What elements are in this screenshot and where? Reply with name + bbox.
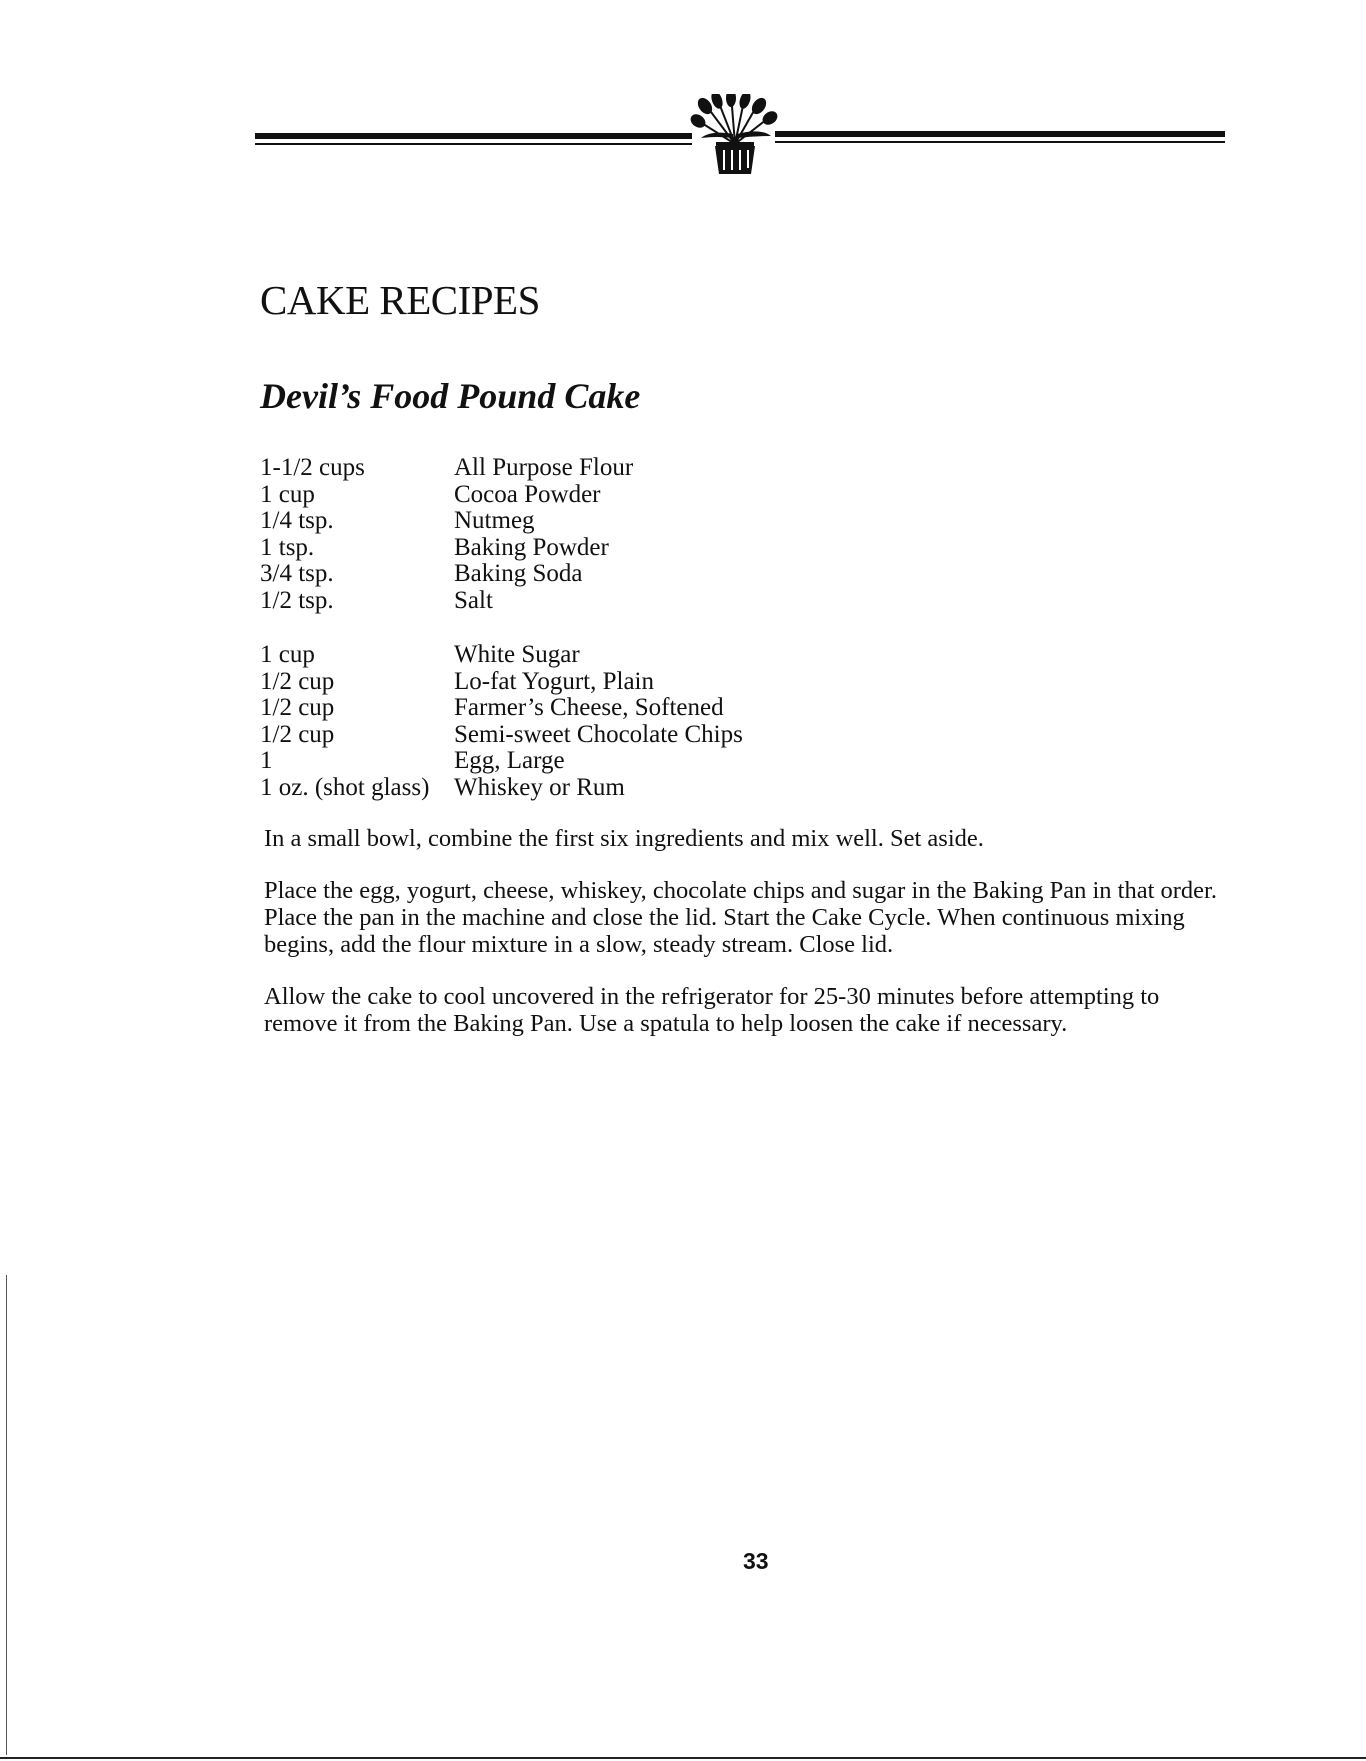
ingredient-row	[260, 642, 743, 669]
ingredient-name: Farmer’s Cheese, Softened	[454, 694, 724, 722]
ingredient-name: Nutmeg	[454, 507, 535, 535]
section-title: CAKE RECIPES	[260, 277, 540, 323]
ingredient-row	[260, 748, 743, 775]
instruction-paragraph: Place the egg, yogurt, cheese, whiskey, chocolate chips and sugar in the Baking Pan in that order. Place the pan in the machine and close the lid. Start the Cake Cycle. When continuous mixing begins, add the flour mixture in a slow, steady stream. Close lid.	[264, 877, 1217, 958]
ingredient-row	[260, 561, 633, 588]
ingredient-name: Baking Powder	[454, 533, 609, 561]
ingredient-row	[260, 775, 743, 802]
ingredient-quantity: 1 cup	[260, 480, 315, 508]
scan-edge-left	[6, 1275, 7, 1755]
ingredient-name: Semi-sweet Chocolate Chips	[454, 720, 743, 748]
ingredient-quantity: 1/2 tsp.	[260, 586, 334, 614]
ingredient-row	[260, 722, 743, 749]
ingredient-quantity: 1/2 cup	[260, 720, 335, 748]
ingredient-quantity: 1-1/2 cups	[260, 454, 365, 481]
ingredient-row	[260, 669, 743, 696]
ingredient-quantity: 3/4 tsp.	[260, 560, 334, 588]
ingredient-row	[260, 455, 633, 482]
ingredient-row	[260, 535, 633, 562]
instruction-paragraph: Allow the cake to cool uncovered in the refrigerator for 25-30 minutes before attempting to remove it from the Baking Pan. Use a spatula to help loosen the cake if necessary.	[264, 983, 1160, 1037]
header-rule	[255, 94, 1225, 174]
ingredient-name: Whiskey or Rum	[454, 773, 625, 801]
ingredient-quantity: 1/2 cup	[260, 694, 335, 722]
ingredient-name: White Sugar	[454, 641, 580, 668]
instruction-paragraph: In a small bowl, combine the first six ingredients and mix well. Set aside.	[264, 825, 984, 852]
ingredient-row	[260, 508, 633, 535]
ingredient-name: Cocoa Powder	[454, 480, 601, 508]
recipe-title: Devil’s Food Pound Cake	[260, 376, 641, 416]
ingredient-quantity: 1/2 cup	[260, 667, 335, 695]
ingredient-quantity: 1 cup	[260, 641, 315, 668]
ingredient-quantity: 1/4 tsp.	[260, 507, 334, 535]
ingredient-name: Egg, Large	[454, 747, 565, 775]
ingredient-quantity: 1	[260, 747, 273, 775]
ingredient-name: Baking Soda	[454, 560, 583, 588]
ingredient-row	[260, 695, 743, 722]
ingredient-list-dry	[260, 455, 633, 615]
ingredient-quantity: 1 oz. (shot glass)	[260, 773, 430, 801]
ingredient-quantity: 1 tsp.	[260, 533, 315, 561]
wheat-sheaf-icon	[688, 94, 780, 174]
page-number: 33	[743, 1548, 769, 1574]
ingredient-name: Lo-fat Yogurt, Plain	[454, 667, 654, 695]
ingredient-row	[260, 588, 633, 615]
ingredient-name: All Purpose Flour	[454, 454, 634, 481]
ingredient-list-wet	[260, 642, 743, 802]
ingredient-row	[260, 482, 633, 509]
scan-edge-bottom	[0, 1757, 1366, 1759]
ingredient-name: Salt	[454, 586, 493, 614]
